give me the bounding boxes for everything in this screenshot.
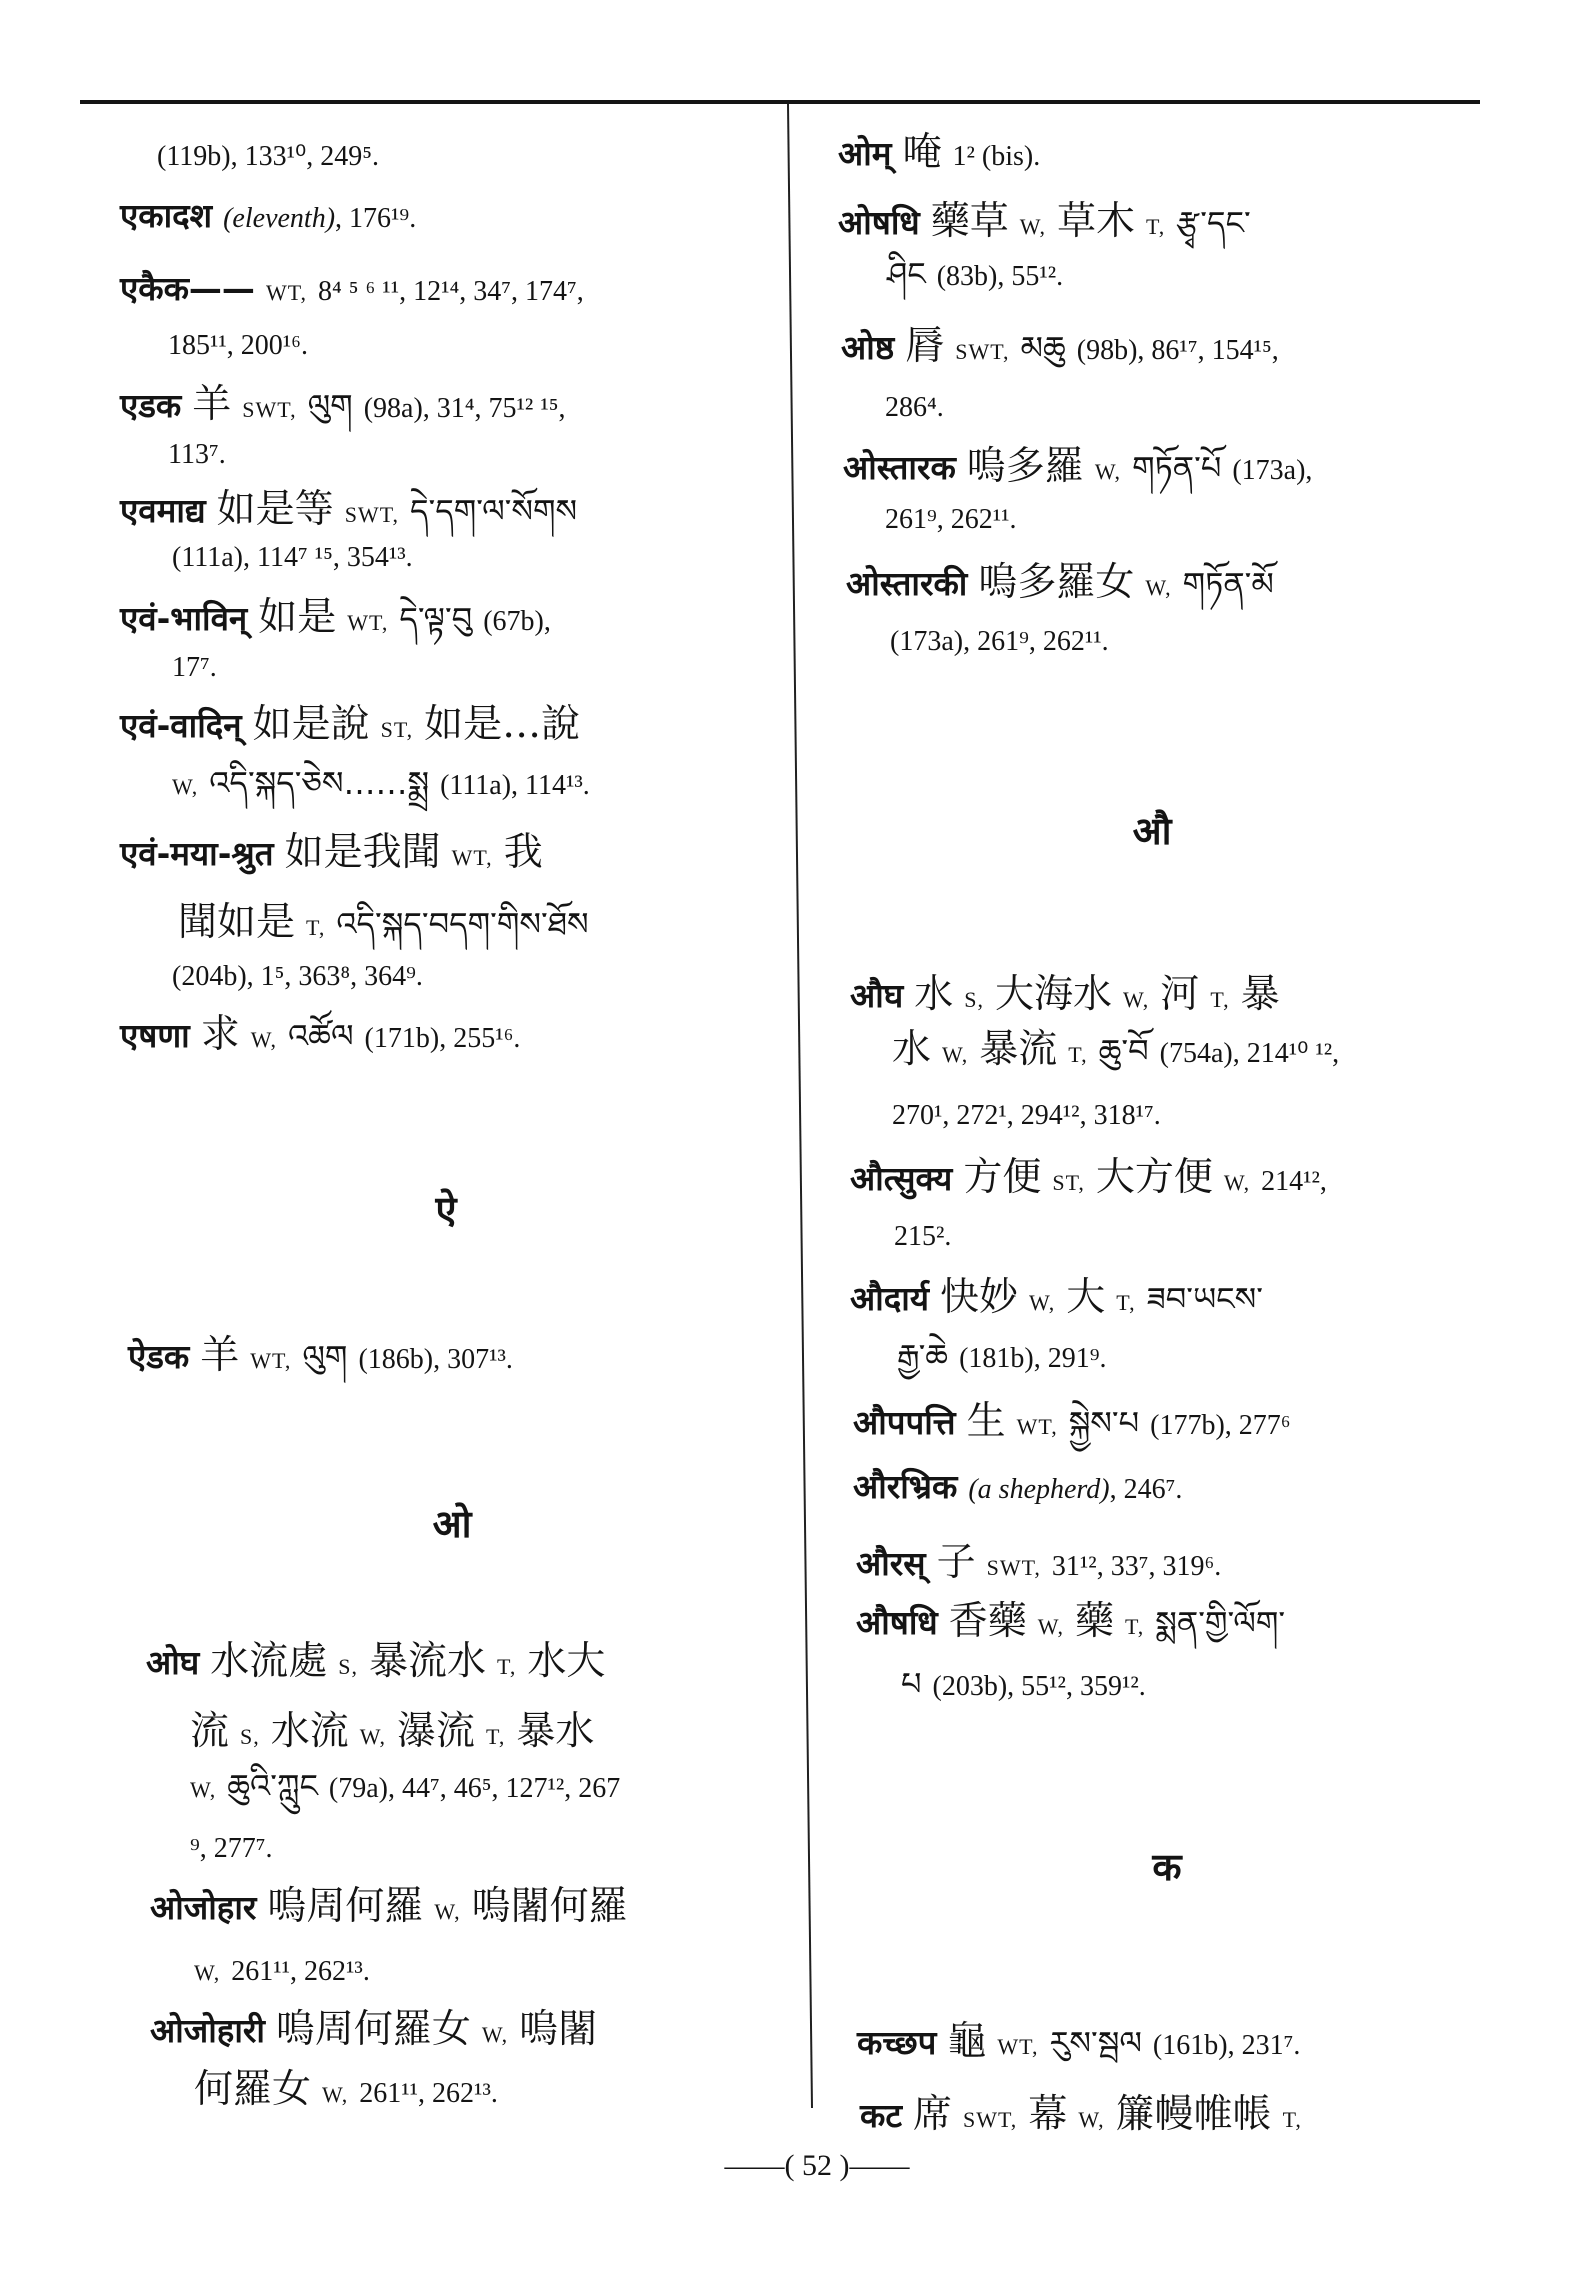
page-refs: ⁹, 277⁷. — [190, 1833, 273, 1864]
source-abbrev: T, — [1282, 2107, 1302, 2132]
page-refs: (79a), 44⁷, 46⁵, 127¹², 267 — [328, 1773, 621, 1804]
chinese-gloss: 羊 — [200, 1333, 240, 1378]
chinese-gloss: 水 — [892, 1027, 932, 1072]
entry-line — [838, 125, 1040, 181]
chinese-gloss: 河 — [1160, 972, 1200, 1017]
headword: कट — [860, 2096, 902, 2135]
source-abbrev: W, — [1037, 1614, 1064, 1639]
chinese-gloss: 嗚闍 — [519, 2007, 598, 2052]
chinese-gloss: 嗚多羅女 — [978, 560, 1135, 605]
source-abbrev: ST, — [1052, 1170, 1085, 1195]
chinese-gloss: 嗚周何羅 — [267, 1884, 424, 1929]
entry-line — [892, 1022, 1339, 1078]
entry-line — [190, 1758, 620, 1814]
section-heading: ओ — [432, 1502, 472, 1546]
page-refs: 17⁷. — [172, 652, 217, 683]
entry-line — [856, 1594, 1285, 1650]
chinese-gloss: 唵 — [902, 130, 942, 175]
chinese-gloss: 席 — [912, 2092, 952, 2137]
source-abbrev: W, — [1094, 459, 1122, 484]
source-abbrev: W, — [190, 1777, 217, 1802]
page-refs: , 246⁷. — [1109, 1474, 1183, 1505]
tibetan-gloss: འདི་སྐད་བདག་གིས་ཐོས — [336, 905, 589, 943]
source-abbrev: T, — [1145, 214, 1166, 239]
headword: औदार्य — [850, 1279, 929, 1318]
source-abbrev: SWT, — [986, 1555, 1041, 1580]
chinese-gloss: 脣 — [905, 324, 945, 369]
page-refs: 1² (bis). — [952, 141, 1041, 172]
source-abbrev: WT, — [347, 610, 389, 635]
chinese-gloss: 如是…說 — [424, 702, 581, 747]
entry-line — [887, 246, 1063, 302]
entry-line — [168, 427, 226, 483]
source-abbrev: T, — [1116, 1290, 1136, 1315]
left-column — [0, 0, 782, 2288]
chinese-gloss: 我 — [503, 830, 543, 875]
headword: एवमाद्य — [120, 491, 206, 530]
entry-line — [885, 492, 1017, 548]
headword: ओजोहार — [150, 1888, 257, 1927]
headword: ओष्ठ — [841, 328, 895, 367]
headword: एकैक—— — [120, 269, 255, 308]
page-refs: (161b), 231⁷. — [1152, 2030, 1301, 2061]
section-heading: क — [1152, 1845, 1182, 1889]
page-refs: (98a), 31⁴, 75¹² ¹⁵, — [363, 393, 566, 424]
chinese-gloss: 如是我聞 — [284, 830, 441, 875]
page-refs: 113⁷. — [168, 439, 226, 470]
chinese-gloss: 如是等 — [216, 487, 334, 532]
section-heading: ऐ — [435, 1188, 457, 1232]
chinese-gloss: 幕 — [1028, 2092, 1068, 2137]
entry-line — [172, 530, 413, 586]
page-refs: (83b), 55¹². — [936, 261, 1064, 292]
tibetan-gloss: རྩྭ་དང་ — [1176, 204, 1251, 242]
entry-line — [146, 1634, 605, 1690]
tibetan-gloss: སྨན་གྱི་ལོག་ — [1155, 1604, 1286, 1642]
tibetan-gloss: ཆུ་བོ — [1098, 1032, 1149, 1070]
chinese-gloss: 藥草 — [930, 199, 1009, 244]
entry-line — [857, 2014, 1300, 2070]
chinese-gloss: 草木 — [1056, 199, 1135, 244]
page-refs: 8⁴ ⁵ ⁶ ¹¹, 12¹⁴, 34⁷, 174⁷, — [318, 276, 584, 307]
source-abbrev: T, — [1124, 1614, 1145, 1639]
tibetan-gloss: རུས་སྦལ — [1049, 2024, 1142, 2062]
tibetan-gloss: འདི་སྐད་ཅེས……སྨྲ — [209, 764, 430, 802]
page-refs: 286⁴. — [885, 392, 944, 423]
source-abbrev: W, — [1029, 1290, 1056, 1315]
chinese-gloss: 水 — [914, 972, 954, 1017]
source-abbrev: T, — [497, 1654, 517, 1679]
source-abbrev: W, — [1145, 575, 1172, 600]
page-refs: (173a), — [1232, 455, 1313, 486]
chinese-gloss: 暴流水 — [369, 1639, 487, 1684]
source-abbrev: S, — [964, 987, 985, 1012]
entry-line — [850, 1270, 1263, 1326]
entry-line — [853, 1394, 1291, 1450]
entry-line — [120, 590, 551, 646]
source-abbrev: W, — [250, 1027, 277, 1052]
headword: औपपत्ति — [853, 1403, 956, 1442]
source-abbrev: W, — [1019, 214, 1046, 239]
source-abbrev: W, — [942, 1042, 969, 1067]
tibetan-gloss: རྒྱ་ཆེ — [897, 1337, 949, 1375]
page-refs: (203b), 55¹², 359¹². — [932, 1671, 1146, 1702]
entry-line — [843, 439, 1312, 495]
entry-line — [838, 194, 1251, 250]
headword: औरस् — [856, 1544, 926, 1583]
headword: ओम् — [838, 134, 892, 173]
headword: ओषधि — [838, 203, 920, 242]
headword: ओस्तारक — [843, 448, 956, 487]
page-refs: 261¹¹, 262¹³. — [359, 2078, 498, 2109]
tibetan-gloss: ལུག — [302, 1338, 348, 1376]
page-refs: (98b), 86¹⁷, 154¹⁵, — [1076, 335, 1279, 366]
source-abbrev: SWT, — [344, 502, 399, 527]
chinese-gloss: 嗚周何羅女 — [275, 2007, 471, 2052]
entry-line — [120, 188, 416, 244]
entry-line — [120, 825, 543, 881]
source-abbrev: WT, — [250, 1348, 292, 1373]
tibetan-gloss: དེ་དག་ལ་སོགས — [410, 492, 578, 530]
chinese-gloss: 水流 — [270, 1709, 349, 1754]
headword: औघ — [850, 976, 904, 1015]
page-refs: 31¹², 33⁷, 319⁶. — [1051, 1551, 1222, 1582]
page-refs: (111a), 114¹³. — [440, 770, 590, 801]
chinese-gloss: 香藥 — [948, 1599, 1027, 1644]
page-refs: (204b), 1⁵, 363⁸, 364⁹. — [172, 961, 423, 992]
entry-line — [841, 319, 1279, 375]
page-refs: 215². — [894, 1221, 952, 1252]
tibetan-gloss: གཏོན་མོ — [1182, 565, 1274, 603]
headword: औषधि — [856, 1603, 938, 1642]
entry-line — [120, 1007, 520, 1063]
chinese-gloss: 何羅女 — [194, 2067, 312, 2112]
page-refs: (67b), — [483, 606, 551, 637]
source-abbrev: WT, — [1016, 1414, 1058, 1439]
page-refs: (181b), 291⁹. — [959, 1343, 1107, 1374]
entry-line — [120, 377, 566, 433]
entry-line — [172, 755, 590, 811]
entry-line — [157, 129, 379, 185]
chinese-gloss: 聞如是 — [178, 900, 296, 945]
tibetan-gloss: ཆུའི་ཀླུང — [227, 1767, 318, 1805]
page-refs: 261¹¹, 262¹³. — [231, 1956, 370, 1987]
headword: एषणा — [120, 1016, 190, 1055]
headword: ओघ — [146, 1643, 200, 1682]
source-abbrev: W, — [1223, 1170, 1251, 1195]
chinese-gloss: 大 — [1066, 1275, 1106, 1320]
entry-line — [892, 1088, 1161, 1144]
tibetan-gloss: ཟབ་ཡངས་ — [1146, 1280, 1263, 1318]
chinese-gloss: 嗚闍何羅 — [471, 1884, 628, 1929]
headword: ऐडक — [128, 1337, 190, 1376]
source-abbrev: T, — [306, 915, 326, 940]
source-abbrev: S, — [240, 1724, 260, 1749]
entry-line — [897, 1328, 1107, 1384]
chinese-gloss: 嗚多羅 — [966, 444, 1084, 489]
entry-line — [172, 640, 217, 696]
chinese-gloss: 如是 — [258, 595, 337, 640]
headword: एवं-वादिन् — [120, 706, 242, 745]
source-abbrev: T, — [1210, 987, 1230, 1012]
tibetan-gloss: འཚོལ — [288, 1017, 354, 1055]
source-abbrev: SWT, — [963, 2107, 1018, 2132]
page-refs: , 176¹⁹. — [335, 203, 417, 234]
chinese-gloss: 瀑流 — [397, 1709, 476, 1754]
source-abbrev: W, — [434, 1899, 461, 1924]
chinese-gloss: 流 — [190, 1709, 230, 1754]
english-gloss: (eleventh) — [223, 203, 336, 234]
section-heading: औ — [1132, 809, 1172, 853]
tibetan-gloss: ཤིང — [887, 255, 926, 293]
source-abbrev: W, — [1078, 2107, 1105, 2132]
entry-line — [860, 2087, 1302, 2143]
headword: एवं-मया-श्रुत — [120, 834, 274, 873]
source-abbrev: ST, — [380, 717, 414, 742]
entry-line — [850, 1150, 1327, 1206]
source-abbrev: W, — [1123, 987, 1150, 1012]
chinese-gloss: 子 — [936, 1540, 976, 1585]
chinese-gloss: 大海水 — [995, 972, 1113, 1017]
entry-line — [190, 1821, 273, 1877]
page-refs: (171b), 255¹⁶. — [364, 1023, 521, 1054]
headword: कच्छप — [857, 2023, 937, 2062]
source-abbrev: W, — [359, 1724, 387, 1749]
source-abbrev: T, — [486, 1724, 506, 1749]
page-refs: (186b), 307¹³. — [358, 1344, 513, 1375]
entry-line — [178, 895, 589, 951]
entry-line — [128, 1328, 513, 1384]
source-abbrev: SWT, — [242, 397, 297, 422]
entry-line — [150, 1879, 628, 1935]
tibetan-gloss: མཆུ — [1020, 329, 1066, 367]
tibetan-gloss: ལུག — [307, 387, 353, 425]
tibetan-gloss: དེ་ལྟ་བུ — [399, 600, 473, 638]
headword: ओस्तारकी — [846, 564, 968, 603]
source-abbrev: W, — [481, 2022, 509, 2047]
entry-line — [894, 1209, 951, 1265]
page-number-footer: ——( 52 )—— — [724, 2149, 910, 2182]
entry-line — [846, 555, 1274, 611]
headword: औत्सुक्य — [850, 1159, 953, 1198]
chinese-gloss: 水大 — [527, 1639, 606, 1684]
tibetan-gloss: སྐྱེས་པ — [1068, 1404, 1140, 1442]
entry-line — [194, 2062, 498, 2118]
entry-line — [890, 614, 1109, 670]
chinese-gloss: 方便 — [963, 1155, 1042, 1200]
entry-line — [120, 697, 580, 753]
headword: एकादश — [120, 196, 213, 235]
headword: औरभ्रिक — [853, 1467, 958, 1506]
source-abbrev: T, — [1068, 1042, 1088, 1067]
english-gloss: (a shepherd) — [968, 1474, 1110, 1505]
page-refs: (177b), 277⁶ — [1150, 1410, 1291, 1441]
right-column — [818, 0, 1498, 2288]
chinese-gloss: 大方便 — [1095, 1155, 1213, 1200]
entry-line — [850, 967, 1280, 1023]
chinese-gloss: 簾幔帷帳 — [1115, 2092, 1272, 2137]
source-abbrev: SWT, — [955, 339, 1010, 364]
source-abbrev: WT, — [451, 845, 493, 870]
chinese-gloss: 羊 — [192, 382, 232, 427]
chinese-gloss: 暴水 — [516, 1709, 595, 1754]
entry-line — [150, 2002, 597, 2058]
page-refs: 185¹¹, 200¹⁶. — [168, 330, 308, 361]
chinese-gloss: 暴 — [1240, 972, 1280, 1017]
entry-line — [190, 1704, 594, 1760]
page-refs: (119b), 133¹⁰, 249⁵. — [157, 141, 379, 172]
page-refs: 261⁹, 262¹¹. — [885, 504, 1017, 535]
tibetan-gloss: གཏོན་པོ — [1132, 449, 1222, 487]
headword: एडक — [120, 386, 182, 425]
chinese-gloss: 藥 — [1074, 1599, 1114, 1644]
chinese-gloss: 求 — [200, 1012, 240, 1057]
source-abbrev: WT, — [997, 2034, 1039, 2059]
chinese-gloss: 水流處 — [210, 1639, 328, 1684]
tibetan-gloss: པ — [901, 1665, 922, 1703]
headword: एवं-भाविन् — [120, 599, 248, 638]
chinese-gloss: 暴流 — [979, 1027, 1058, 1072]
chinese-gloss: 生 — [966, 1399, 1006, 1444]
chinese-gloss: 龜 — [947, 2019, 987, 2064]
entry-line — [194, 1944, 370, 2000]
page-refs: (173a), 261⁹, 262¹¹. — [890, 626, 1109, 657]
page-refs: 214¹², — [1261, 1166, 1327, 1197]
source-abbrev: S, — [338, 1654, 359, 1679]
chinese-gloss: 快妙 — [939, 1275, 1018, 1320]
entry-line — [172, 949, 423, 1005]
entry-line — [120, 261, 584, 317]
source-abbrev: WT, — [265, 280, 308, 305]
entry-line — [856, 1535, 1221, 1591]
entry-line — [168, 318, 308, 374]
source-abbrev: W, — [322, 2082, 349, 2107]
source-abbrev: W, — [172, 774, 199, 799]
page-refs: 270¹, 272¹, 294¹², 318¹⁷. — [892, 1100, 1161, 1131]
source-abbrev: W, — [194, 1960, 221, 1985]
entry-line — [901, 1656, 1146, 1712]
entry-line — [853, 1459, 1182, 1515]
page-refs: (754a), 214¹⁰ ¹², — [1159, 1038, 1340, 1069]
chinese-gloss: 如是說 — [252, 702, 370, 747]
headword: ओजोहारी — [150, 2011, 265, 2050]
page-refs: (111a), 114⁷ ¹⁵, 354¹³. — [172, 542, 413, 573]
entry-line — [885, 380, 944, 436]
